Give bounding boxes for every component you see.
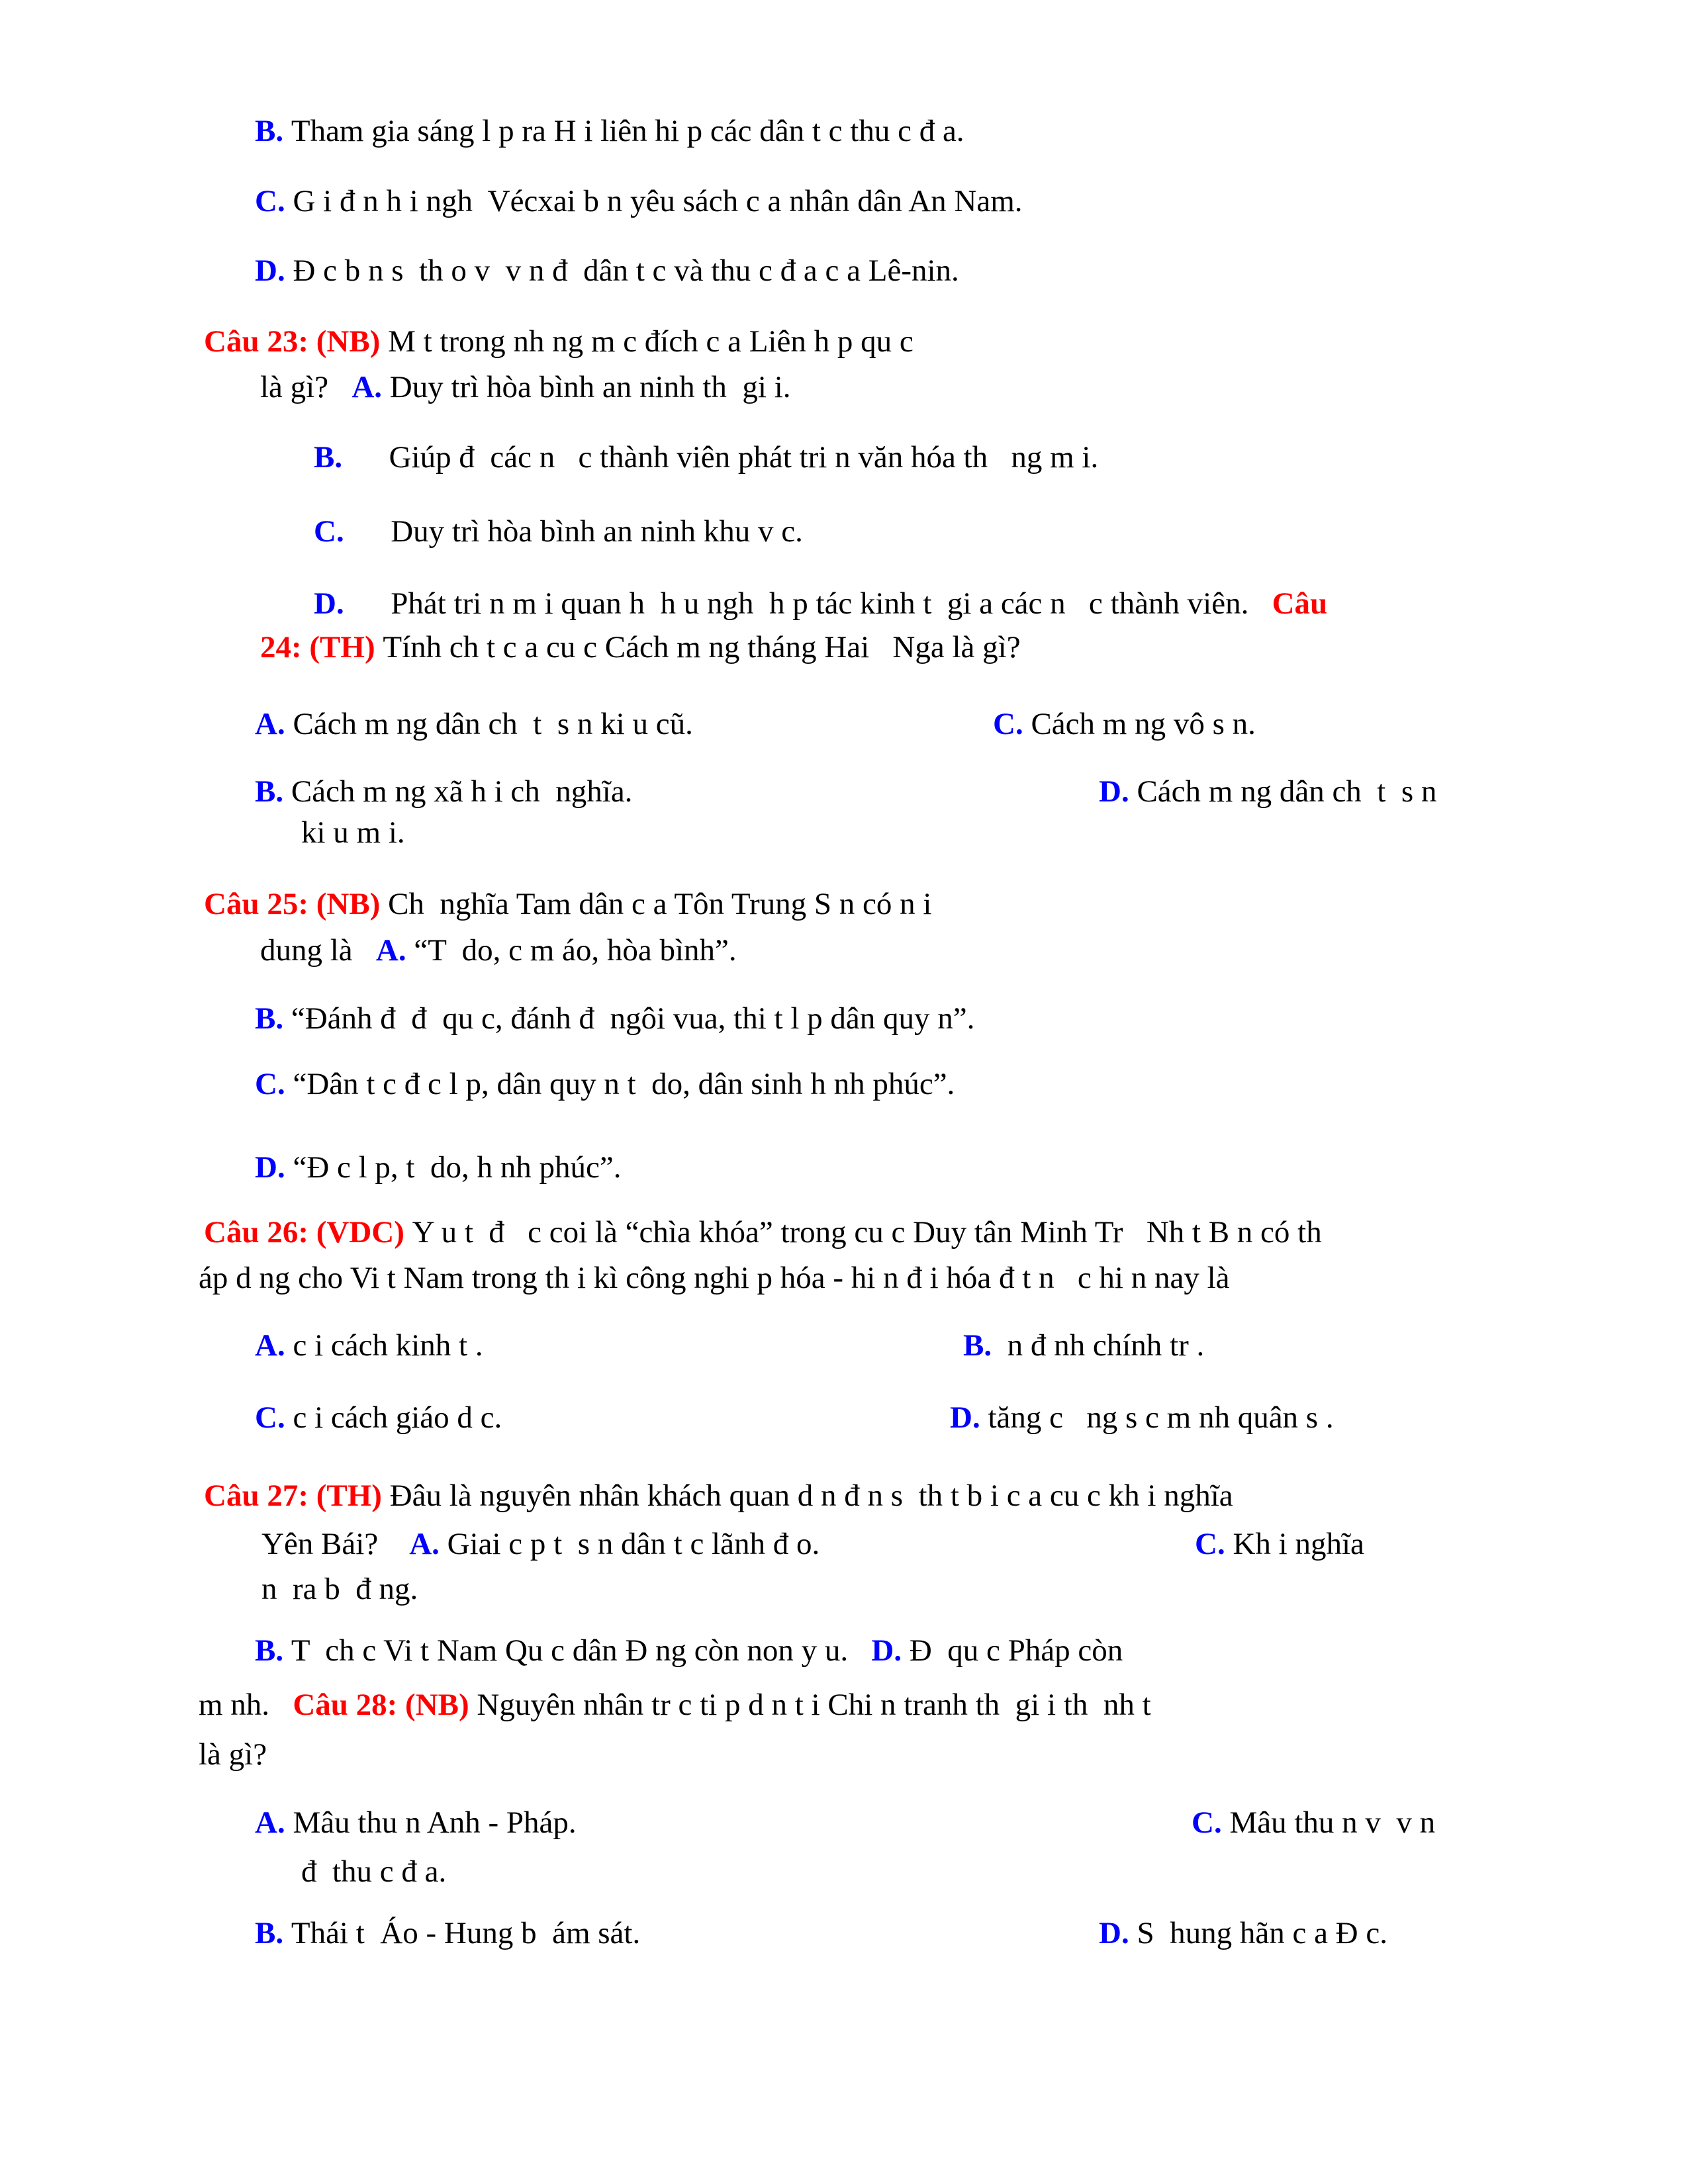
option-text: Tham gia sáng l p ra H i liên hi p các dân t c thu c đ a. bbox=[291, 114, 964, 148]
q28-option-d bbox=[1099, 1917, 1387, 1951]
option-letter: A. bbox=[255, 1805, 293, 1840]
question-text: Tính ch t c a cu c Cách m ng tháng Hai Nga là gì? bbox=[383, 630, 1021, 664]
q26-option-d bbox=[950, 1401, 1334, 1435]
option-letter: C. bbox=[255, 1067, 293, 1101]
q27-option-b-and-d bbox=[255, 1634, 1123, 1668]
option-letter: A. bbox=[255, 1328, 293, 1363]
option-text: c i cách giáo d c. bbox=[293, 1400, 502, 1435]
option-text-wrap: m nh. bbox=[199, 1688, 293, 1722]
question-text-wrap: là gì? bbox=[199, 1737, 267, 1772]
option-text: Duy trì hòa bình an ninh khu v c. bbox=[344, 514, 803, 549]
option-letter: C. bbox=[1192, 1805, 1230, 1840]
option-text: Cách m ng dân ch t s n ki u cũ. bbox=[293, 707, 693, 741]
option-text: c i cách kinh t . bbox=[293, 1328, 483, 1363]
question-label: 24: (TH) bbox=[260, 630, 383, 664]
option-letter: C. bbox=[255, 1400, 293, 1435]
q27-option-c bbox=[1195, 1527, 1364, 1562]
option-text: Mâu thu n Anh - Pháp. bbox=[293, 1805, 577, 1840]
option-letter: D. bbox=[1099, 774, 1137, 809]
q25-question bbox=[204, 887, 931, 922]
question-text: Y u t đ c coi là “chìa khóa” trong cu c Duy tân Minh Tr Nh t B n có th bbox=[412, 1215, 1322, 1250]
option-letter: D. bbox=[950, 1400, 988, 1435]
option-letter: C. bbox=[993, 707, 1031, 741]
option-text: S hung hãn c a Đ c. bbox=[1137, 1916, 1387, 1950]
q28-option-a bbox=[255, 1806, 577, 1841]
option-letter: B. bbox=[255, 1633, 291, 1668]
option-text-wrap: n ra b đ ng. bbox=[261, 1572, 418, 1606]
q26-option-c bbox=[255, 1401, 502, 1435]
option-text: “Dân t c đ c l p, dân quy n t do, dân sinh h nh phúc”. bbox=[293, 1067, 955, 1101]
q25-option-b bbox=[255, 1002, 974, 1036]
question-text: Nguyên nhân tr c ti p d n t i Chi n tranh th gi i th nh t bbox=[477, 1688, 1151, 1722]
question-label-inline: Câu bbox=[1272, 586, 1328, 621]
option-letter: D. bbox=[871, 1633, 910, 1668]
option-letter: D. bbox=[1099, 1916, 1137, 1950]
q26-question-line1 bbox=[204, 1216, 1322, 1250]
question-label: Câu 23: (NB) bbox=[204, 324, 389, 359]
option-letter: D. bbox=[255, 253, 293, 288]
q28-option-c-wrap bbox=[301, 1855, 446, 1889]
q28-option-c bbox=[1192, 1806, 1435, 1841]
option-letter: A. bbox=[375, 933, 414, 968]
option-letter: B. bbox=[255, 1916, 291, 1950]
q22-option-c bbox=[255, 185, 1023, 219]
q28-question-wrap bbox=[199, 1738, 267, 1772]
q28-option-b bbox=[255, 1917, 640, 1951]
option-text: G i đ n h i ngh Vécxai b n yêu sách c a nhân dân An Nam. bbox=[293, 184, 1023, 218]
q23-option-d bbox=[314, 587, 1327, 621]
option-letter: A. bbox=[352, 370, 390, 404]
option-text: Phát tri n m i quan h h u ngh h p tác kinh t gi a các n c thành viên. bbox=[344, 586, 1272, 621]
option-letter: C. bbox=[314, 514, 344, 549]
q24-option-c bbox=[993, 707, 1256, 742]
option-text: T ch c Vi t Nam Qu c dân Đ ng còn non y u. bbox=[291, 1633, 872, 1668]
option-text: Giúp đ các n c thành viên phát tri n văn hóa th ng m i. bbox=[342, 440, 1099, 475]
q23-option-c bbox=[314, 515, 803, 549]
question-text-wrap: dung là bbox=[260, 933, 376, 968]
option-text: Đ qu c Pháp còn bbox=[909, 1633, 1123, 1668]
option-text: Duy trì hòa bình an ninh th gi i. bbox=[389, 370, 791, 404]
q24-option-d bbox=[1099, 775, 1436, 809]
q23-option-b bbox=[314, 441, 1098, 475]
question-text: Ch nghĩa Tam dân c a Tôn Trung S n có n i bbox=[388, 887, 932, 921]
option-letter: B. bbox=[255, 774, 291, 809]
q24-option-d-wrap bbox=[301, 816, 405, 850]
option-letter: C. bbox=[255, 184, 293, 218]
option-letter: A. bbox=[255, 707, 293, 741]
option-text-wrap: ki u m i. bbox=[301, 815, 405, 850]
q27-question-wrap-option-a bbox=[261, 1527, 820, 1562]
option-letter: B. bbox=[314, 440, 343, 475]
q27-question bbox=[204, 1479, 1233, 1514]
question-text-wrap: là gì? bbox=[260, 370, 352, 404]
option-letter: A. bbox=[409, 1527, 447, 1561]
question-text: M t trong nh ng m c đích c a Liên h p qu c bbox=[388, 324, 914, 359]
q26-question-line2 bbox=[199, 1261, 1230, 1296]
question-text: Đâu là nguyên nhân khách quan d n đ n s th t b i c a cu c kh i nghĩa bbox=[389, 1479, 1233, 1513]
option-text: Đ c b n s th o v v n đ dân t c và thu c đ a c a Lê-nin. bbox=[293, 253, 959, 288]
q24-option-b bbox=[255, 775, 632, 809]
question-label: Câu 28: (NB) bbox=[293, 1688, 477, 1722]
q26-option-a bbox=[255, 1329, 483, 1363]
question-text-wrap: áp d ng cho Vi t Nam trong th i kì công nghi p hóa - hi n đ i hóa đ t n c hi n nay là bbox=[199, 1261, 1230, 1295]
question-label: Câu 26: (VDC) bbox=[204, 1215, 412, 1250]
question-label: Câu 25: (NB) bbox=[204, 887, 389, 921]
question-label: Câu 27: (TH) bbox=[204, 1479, 390, 1513]
option-text-wrap: đ thu c đ a. bbox=[301, 1854, 447, 1889]
q23-question bbox=[204, 325, 914, 359]
option-letter: B. bbox=[255, 1001, 291, 1036]
option-text: Thái t Áo - Hung b ám sát. bbox=[291, 1916, 641, 1950]
question-text-wrap: Yên Bái? bbox=[261, 1527, 410, 1561]
option-text: tăng c ng s c m nh quân s . bbox=[988, 1400, 1334, 1435]
option-letter: B. bbox=[963, 1328, 1000, 1363]
option-text: Cách m ng vô s n. bbox=[1031, 707, 1256, 741]
option-text: “Đánh đ đ qu c, đánh đ ngôi vua, thi t l p dân quy n”. bbox=[291, 1001, 975, 1036]
q22-option-d bbox=[255, 254, 959, 289]
option-text: Giai c p t s n dân t c lãnh đ o. bbox=[447, 1527, 820, 1561]
option-text: “Đ c l p, t do, h nh phúc”. bbox=[293, 1150, 622, 1185]
option-text: Cách m ng xã h i ch nghĩa. bbox=[291, 774, 633, 809]
q24-option-a bbox=[255, 707, 693, 742]
option-text: Mâu thu n v v n bbox=[1229, 1805, 1436, 1840]
q24-question bbox=[260, 631, 1021, 665]
q22-option-b bbox=[255, 114, 964, 149]
option-text: Kh i nghĩa bbox=[1233, 1527, 1364, 1561]
option-letter: D. bbox=[255, 1150, 293, 1185]
option-letter: B. bbox=[255, 114, 291, 148]
q26-option-b bbox=[963, 1329, 1204, 1363]
q27-option-c-wrap bbox=[261, 1572, 418, 1607]
q25-question-wrap-option-a bbox=[260, 934, 737, 968]
option-text: Cách m ng dân ch t s n bbox=[1137, 774, 1437, 809]
option-text: n đ nh chính tr . bbox=[999, 1328, 1205, 1363]
option-letter: D. bbox=[314, 586, 344, 621]
q25-option-d bbox=[255, 1151, 621, 1185]
option-letter: C. bbox=[1195, 1527, 1233, 1561]
q25-option-c bbox=[255, 1068, 955, 1102]
q23-question-wrap-option-a bbox=[260, 371, 791, 405]
q27-option-d-wrap-q28-question bbox=[199, 1688, 1151, 1723]
option-text: “T do, c m áo, hòa bình”. bbox=[414, 933, 737, 968]
